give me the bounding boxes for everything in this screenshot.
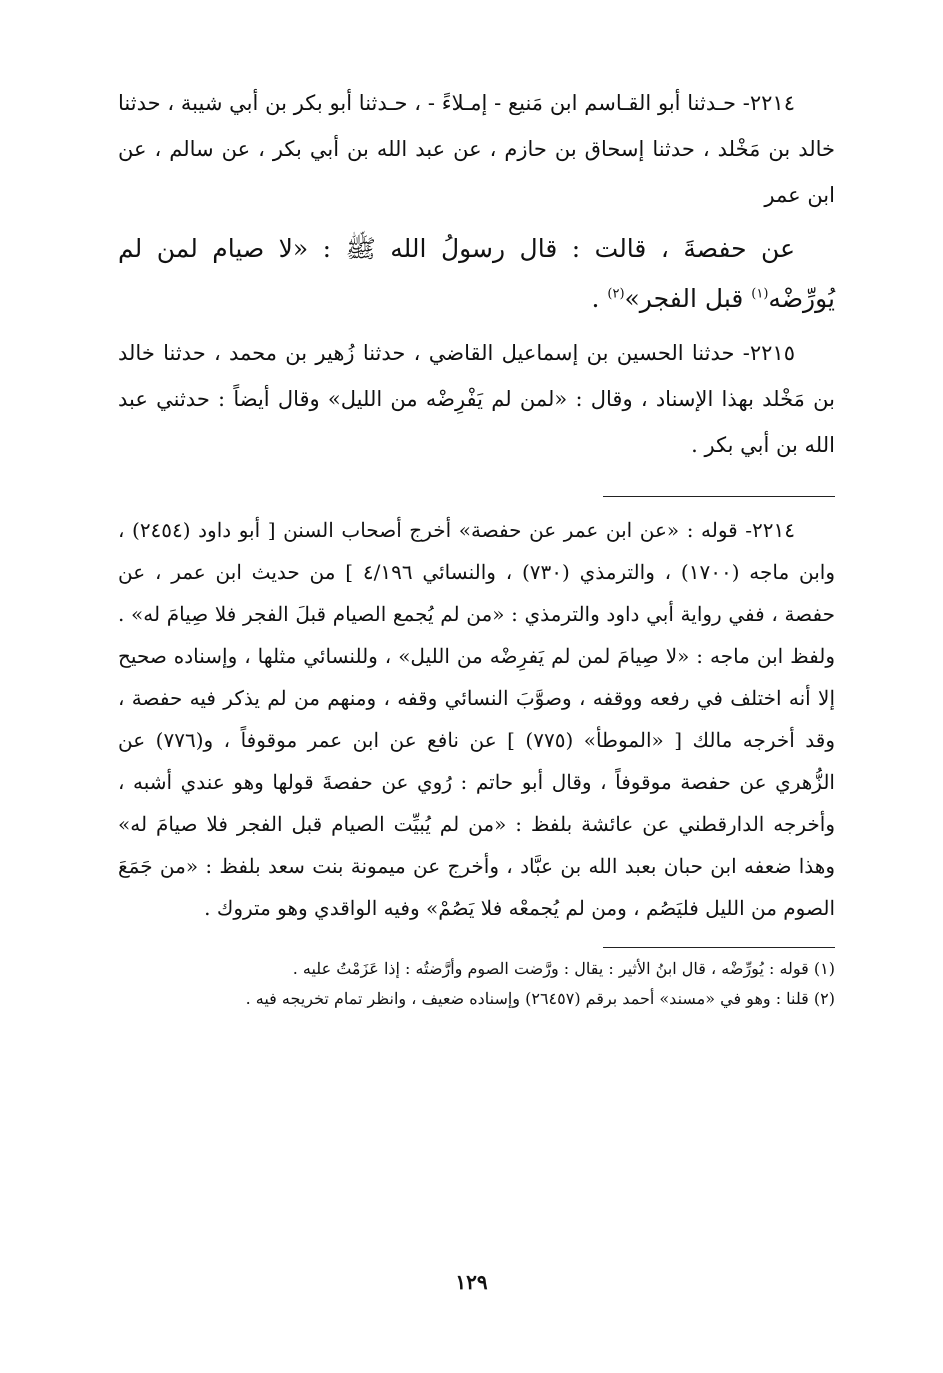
footnote-1: (١) قوله : يُورِّضْه ، قال ابنُ الأثير : يقال : ورَّضت الصوم وأرَّضتُه : إذا عَزَمْتُ عليه . [292, 959, 835, 978]
hadith-2214-matn [118, 224, 835, 324]
page-body [118, 80, 835, 1014]
footnote-marker-1: (١) [751, 286, 769, 302]
footnote-2: (٢) قلنا : وهو في «مسند» أحمد برقم (٢٦٤٥٧) وإسناده ضعيف ، وانظر تمام تخريجه فيه . [245, 989, 835, 1008]
hadith-2214-isnad: ٢٢١٤- حـدثنا أبو القـاسم ابن مَنيع - إمـلاءً - ، حـدثنا أبو بكر بن أبي شيبة ، حدثنا خالد بن مَخْلد ، حدثنا إسحاق بن حازم ، عن عبد الله بن أبي بكر ، عن سالم ، عن ابن عمر [118, 91, 835, 207]
hadith-2214-matn-text: عن حفصةَ ، قالت : قال رسولُ الله ﷺ : «لا صيام لمن لم يُورِّضْه [118, 234, 835, 313]
hadith-2214-matn-end: . [591, 284, 608, 313]
hadith-2215: ٢٢١٥- حدثنا الحسين بن إسماعيل القاضي ، حدثنا زُهير بن محمد ، حدثنا خالد بن مَخْلد بهذا الإسناد ، وقال : «لمن لم يَفْرِضْه من الليل» وقال أيضاً : حدثني عبد الله بن أبي بكر . [118, 341, 835, 457]
commentary-note-2214: ٢٢١٤- قوله : «عن ابن عمر عن حفصة» أخرج أصحاب السنن [ أبو داود (٢٤٥٤) ، وابن ماجه (١٧٠٠) ، والترمذي (٧٣٠) ، والنسائي ٤/١٩٦ ] من حديث ابن عمر ، عن حفصة ، ففي رواية أبي داود والترمذي : «من لم يُجمع الصيام قبلَ الفجر فلا صِيامَ له» . ولفظ ابن ماجه : «لا صِيامَ لمن لم يَفرِضْه من الليل» ، وللنسائي مثلها ، وإسناده صحيح إلا أنه اختلف في رفعه ووقفه ، وصوَّبَ النسائي وقفه ، ومنهم من لم يذكر فيه حفصة ، وقد أخرجه مالك [ «الموطأ» (٧٧٥) ] عن نافع عن ابن عمر موقوفاً ، و(٧٧٦) عن الزُّهري عن حفصة موقوفاً ، وقال أبو حاتم : رُوي عن حفصةَ قولها وهو عندي أشبه ، وأخرجه الدارقطني عن عائشة بلفظ : «من لم يُبيِّت الصيام قبل الفجر فلا صيامَ له» وهذا ضعفه ابن حبان بعبد الله بن عبَّاد ، وأخرج عن ميمونة بنت سعد بلفظ : «من جَمَعَ الصوم من الليل فليَصُم ، ومن لم يُجمعْه فلا يَصُمْ» وفيه الواقدي وهو متروك . [118, 518, 836, 920]
notes-divider [603, 496, 835, 497]
hadith-2214-matn-text-2: قبل الفجر» [624, 284, 752, 313]
footnote-marker-2: (٢) [607, 286, 625, 302]
page-number: ١٢٩ [455, 1270, 488, 1294]
footnotes-divider [603, 947, 835, 948]
